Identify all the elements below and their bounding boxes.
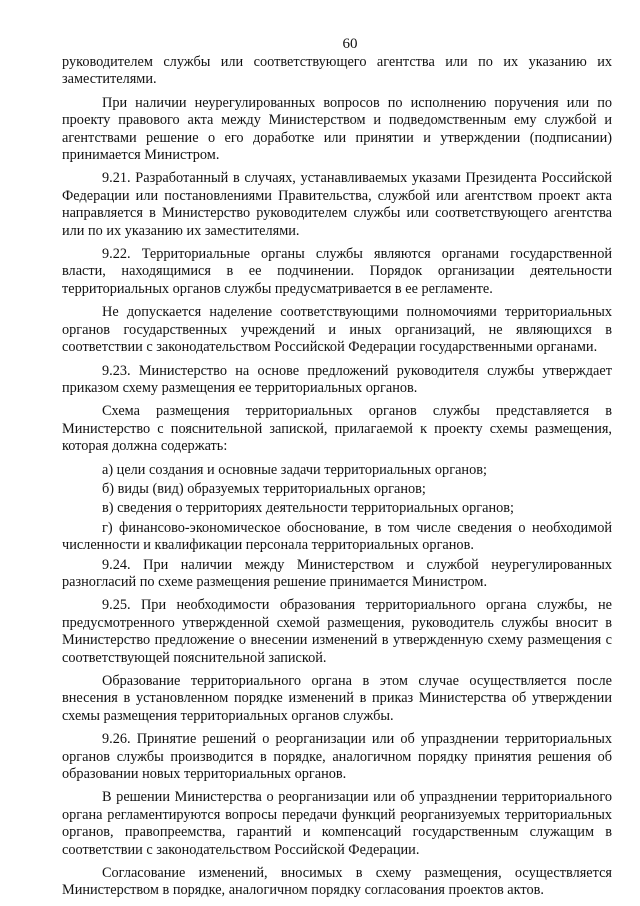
paragraph-9-22: 9.22. Территориальные органы службы являются органами государственной власти, находящимися в ее подчинении. Порядок организации деятельности территориальных органов службы предусматривается в ее регламенте. bbox=[62, 246, 612, 297]
paragraph-9-25: 9.25. При необходимости образования территориального органа службы, не предусмотренного утвержденной схемой размещения, руководитель службы вносит в Министерство предложение о внесении изменений в утвержденную схему размещения с соответствующей пояснительной запиской. bbox=[62, 597, 612, 666]
paragraph-coordination: Согласование изменений, вносимых в схему размещения, осуществляется Министерством в порядке, аналогичном порядку согласования проектов актов. bbox=[62, 865, 612, 899]
list-item: г) финансово-экономическое обоснование, в том числе сведения о необходимой численности и квалификации персонала территориальных органов. bbox=[62, 519, 612, 554]
requirements-list bbox=[62, 462, 612, 555]
list-item: б) виды (вид) образуемых территориальных органов; bbox=[102, 480, 426, 497]
paragraph-9-26: 9.26. Принятие решений о реорганизации или об упразднении территориальных органов службы производится в порядке, аналогичном порядку принятия решения об образовании новых территориальных органов. bbox=[62, 731, 612, 783]
paragraph-9-24: 9.24. При наличии между Министерством и службой неурегулированных разногласий по схеме размещения решение принимается Министром. bbox=[62, 556, 612, 590]
paragraph-placement-scheme: Схема размещения территориальных органов службы представляется в Министерство с пояснительной запиской, прилагаемой к проекту схемы размещения, которая должна содержать: bbox=[62, 403, 612, 455]
list-item: а) цели создания и основные задачи территориальных органов; bbox=[102, 461, 487, 478]
page-number: 60 bbox=[342, 36, 358, 52]
paragraph-not-allowed: Не допускается наделение соответствующими полномочиями территориальных органов государственных учреждений и иных организаций, не являющихся в соответствии с законодательством Российской Федерации государственными органами. bbox=[62, 304, 612, 356]
paragraph-9-21: 9.21. Разработанный в случаях, устанавливаемых указами Президента Российской Федерации или постановлениями Правительства, службой или агентством проект акта направляется в Министерство руководителем службы или соответствующего агентства или по их указанию их заместителями. bbox=[62, 170, 612, 239]
document-body bbox=[62, 54, 612, 906]
list-item: в) сведения о территориях деятельности территориальных органов; bbox=[102, 500, 514, 517]
paragraph-9-23: 9.23. Министерство на основе предложений руководителя службы утверждает приказом схему размещения ее территориальных органов. bbox=[62, 362, 612, 396]
paragraph-unresolved-issues: При наличии неурегулированных вопросов по исполнению поручения или по проекту правового акта между Министерством и подведомственным ему службой и агентствами решение о его доработке или принятии и утверждении (подписании) принимается Министром. bbox=[62, 94, 612, 164]
paragraph-reorganization-decision: В решении Министерства о реорганизации или об упразднении территориального органа регламентируются вопросы передачи функций реорганизуемых территориальных органов, правопреемства, гарантий и компенсаций государственным служащим в соответствии с законодательством Российской Федерации. bbox=[62, 789, 612, 858]
paragraph-formation: Образование территориального органа в этом случае осуществляется после внесения в установленном порядке изменений в приказ Министерства об утверждении схемы размещения территориальных органов службы. bbox=[62, 673, 612, 724]
paragraph-continuation: руководителем службы или соответствующего агентства или по их указанию их заместителями. bbox=[62, 54, 612, 88]
